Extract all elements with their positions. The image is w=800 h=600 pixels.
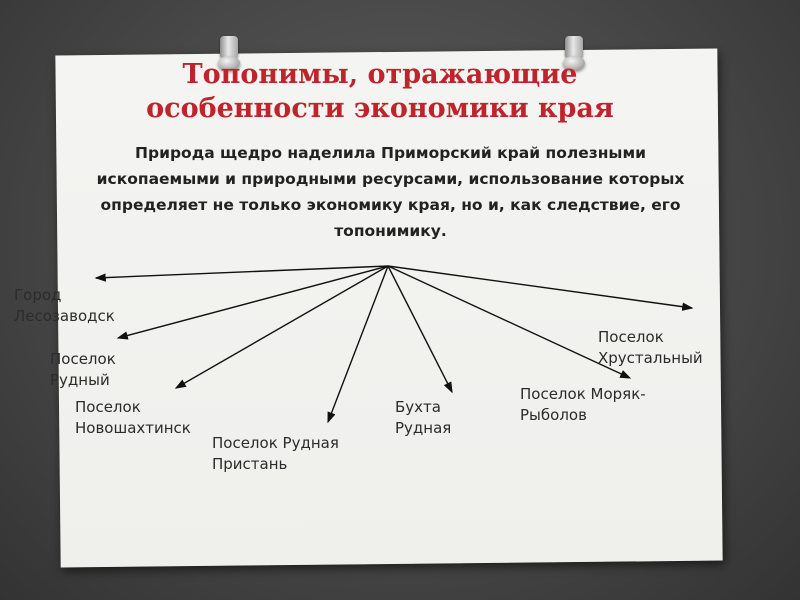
slide-title: Топонимы, отражающие особенности экономики края (146, 59, 614, 124)
place-novoshakhtinsk: Поселок Новошахтинск (75, 398, 191, 437)
place-rudnaya-pristan: Поселок Рудная Пристань (212, 434, 339, 473)
intro-text: Природа щедро наделила Приморский край полезными ископаемыми и природными ресурсами, использование которых определяет не только экономику края, но и, как следствие, его топонимику. (96, 144, 685, 240)
arrow-to-novoshakhtinsk (176, 266, 388, 388)
place-bukhta-rudnaya: Бухта Рудная (395, 398, 452, 437)
place-lesozavodsk: Город Лесозаводск (14, 286, 115, 325)
arrow-to-lesozavodsk (96, 266, 388, 278)
arrow-to-bukhta-rudnaya (388, 266, 452, 392)
place-khrustalny: Поселок Хрустальный (598, 328, 703, 367)
place-rudny: Поселок Рудный (50, 350, 116, 389)
place-moryak-rybolov: Поселок Моряк- Рыболов (520, 385, 646, 424)
arrow-to-rudnaya-pristan (328, 266, 388, 422)
arrow-to-rudny (118, 266, 388, 338)
